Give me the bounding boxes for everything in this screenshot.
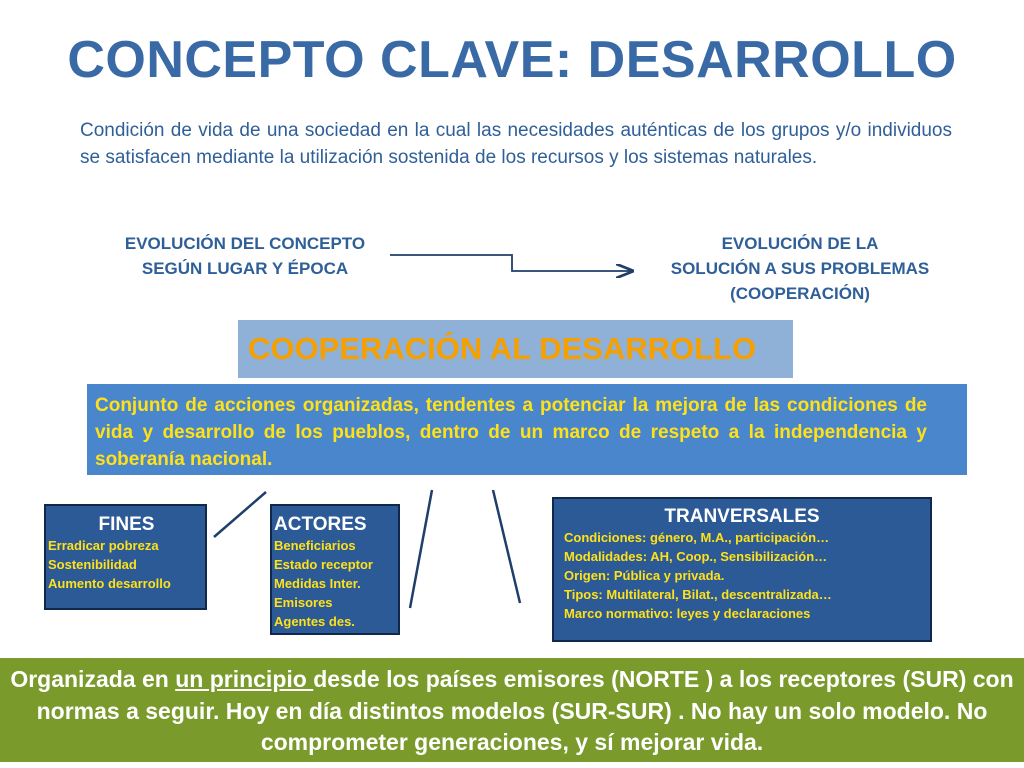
banner-text-start: Organizada en <box>10 666 176 692</box>
actores-item: Medidas Inter. <box>274 576 361 591</box>
fines-item: Sostenibilidad <box>48 557 137 572</box>
slide-title: CONCEPTO CLAVE: DESARROLLO <box>67 31 957 89</box>
tranversales-box <box>552 497 932 642</box>
fines-item: Erradicar pobreza <box>48 538 159 553</box>
tranversales-item: Condiciones: género, M.A., participación… <box>564 530 830 545</box>
actores-heading: ACTORES <box>274 514 367 535</box>
banner-text-underlined: un principio <box>175 666 314 692</box>
connector-line-tranversales <box>493 490 520 603</box>
actores-item: Beneficiarios <box>274 538 356 553</box>
connector-line-fines <box>214 492 266 537</box>
bottom-banner <box>0 658 1024 762</box>
banner-text-end: desde los países emisores (NORTE ) a los receptores (SUR) con normas a seguir. Hoy en día distintos modelos (SUR-SUR) . No hay un solo modelo. No comprometer generaciones, y sí mejorar vida. <box>36 666 1014 755</box>
development-definition: Condición de vida de una sociedad en la cual las necesidades auténticas de los grupos y/o individuos se satisfacen mediante la utilización sostenida de los recursos y los sistemas naturales. <box>80 120 952 168</box>
tranversales-item: Tipos: Multilateral, Bilat., descentralizada… <box>564 587 832 602</box>
actores-box <box>270 504 400 635</box>
actores-item: Agentes des. <box>274 614 355 629</box>
actores-item: Estado receptor <box>274 557 373 572</box>
cooperation-definition: Conjunto de acciones organizadas, tendentes a potenciar la mejora de las condiciones de vida y desarrollo de los pueblos, dentro de un marco de respeto a la independencia y soberanía nacional. <box>87 384 967 475</box>
fines-box <box>44 504 207 610</box>
evolution-left-line: SEGÚN LUGAR Y ÉPOCA <box>141 259 349 278</box>
evolution-left-line: EVOLUCIÓN DEL CONCEPTO <box>124 234 366 253</box>
fines-item: Aumento desarrollo <box>48 576 171 591</box>
actores-item: Emisores <box>274 595 333 610</box>
evolution-arrow <box>390 255 632 271</box>
tranversales-item: Marco normativo: leyes y declaraciones <box>564 606 811 621</box>
fines-heading: FINES <box>98 514 155 535</box>
connector-line-actores <box>410 490 432 608</box>
evolution-right-line: (COOPERACIÓN) <box>730 284 870 303</box>
cooperation-title: COOPERACIÓN AL DESARROLLO <box>238 320 793 378</box>
evolution-right-line: EVOLUCIÓN DE LA <box>721 234 879 253</box>
tranversales-item: Modalidades: AH, Coop., Sensibilización… <box>564 549 828 564</box>
tranversales-heading: TRANVERSALES <box>664 506 820 527</box>
tranversales-item: Origen: Pública y privada. <box>564 568 725 583</box>
evolution-right-line: SOLUCIÓN A SUS PROBLEMAS <box>670 259 930 278</box>
